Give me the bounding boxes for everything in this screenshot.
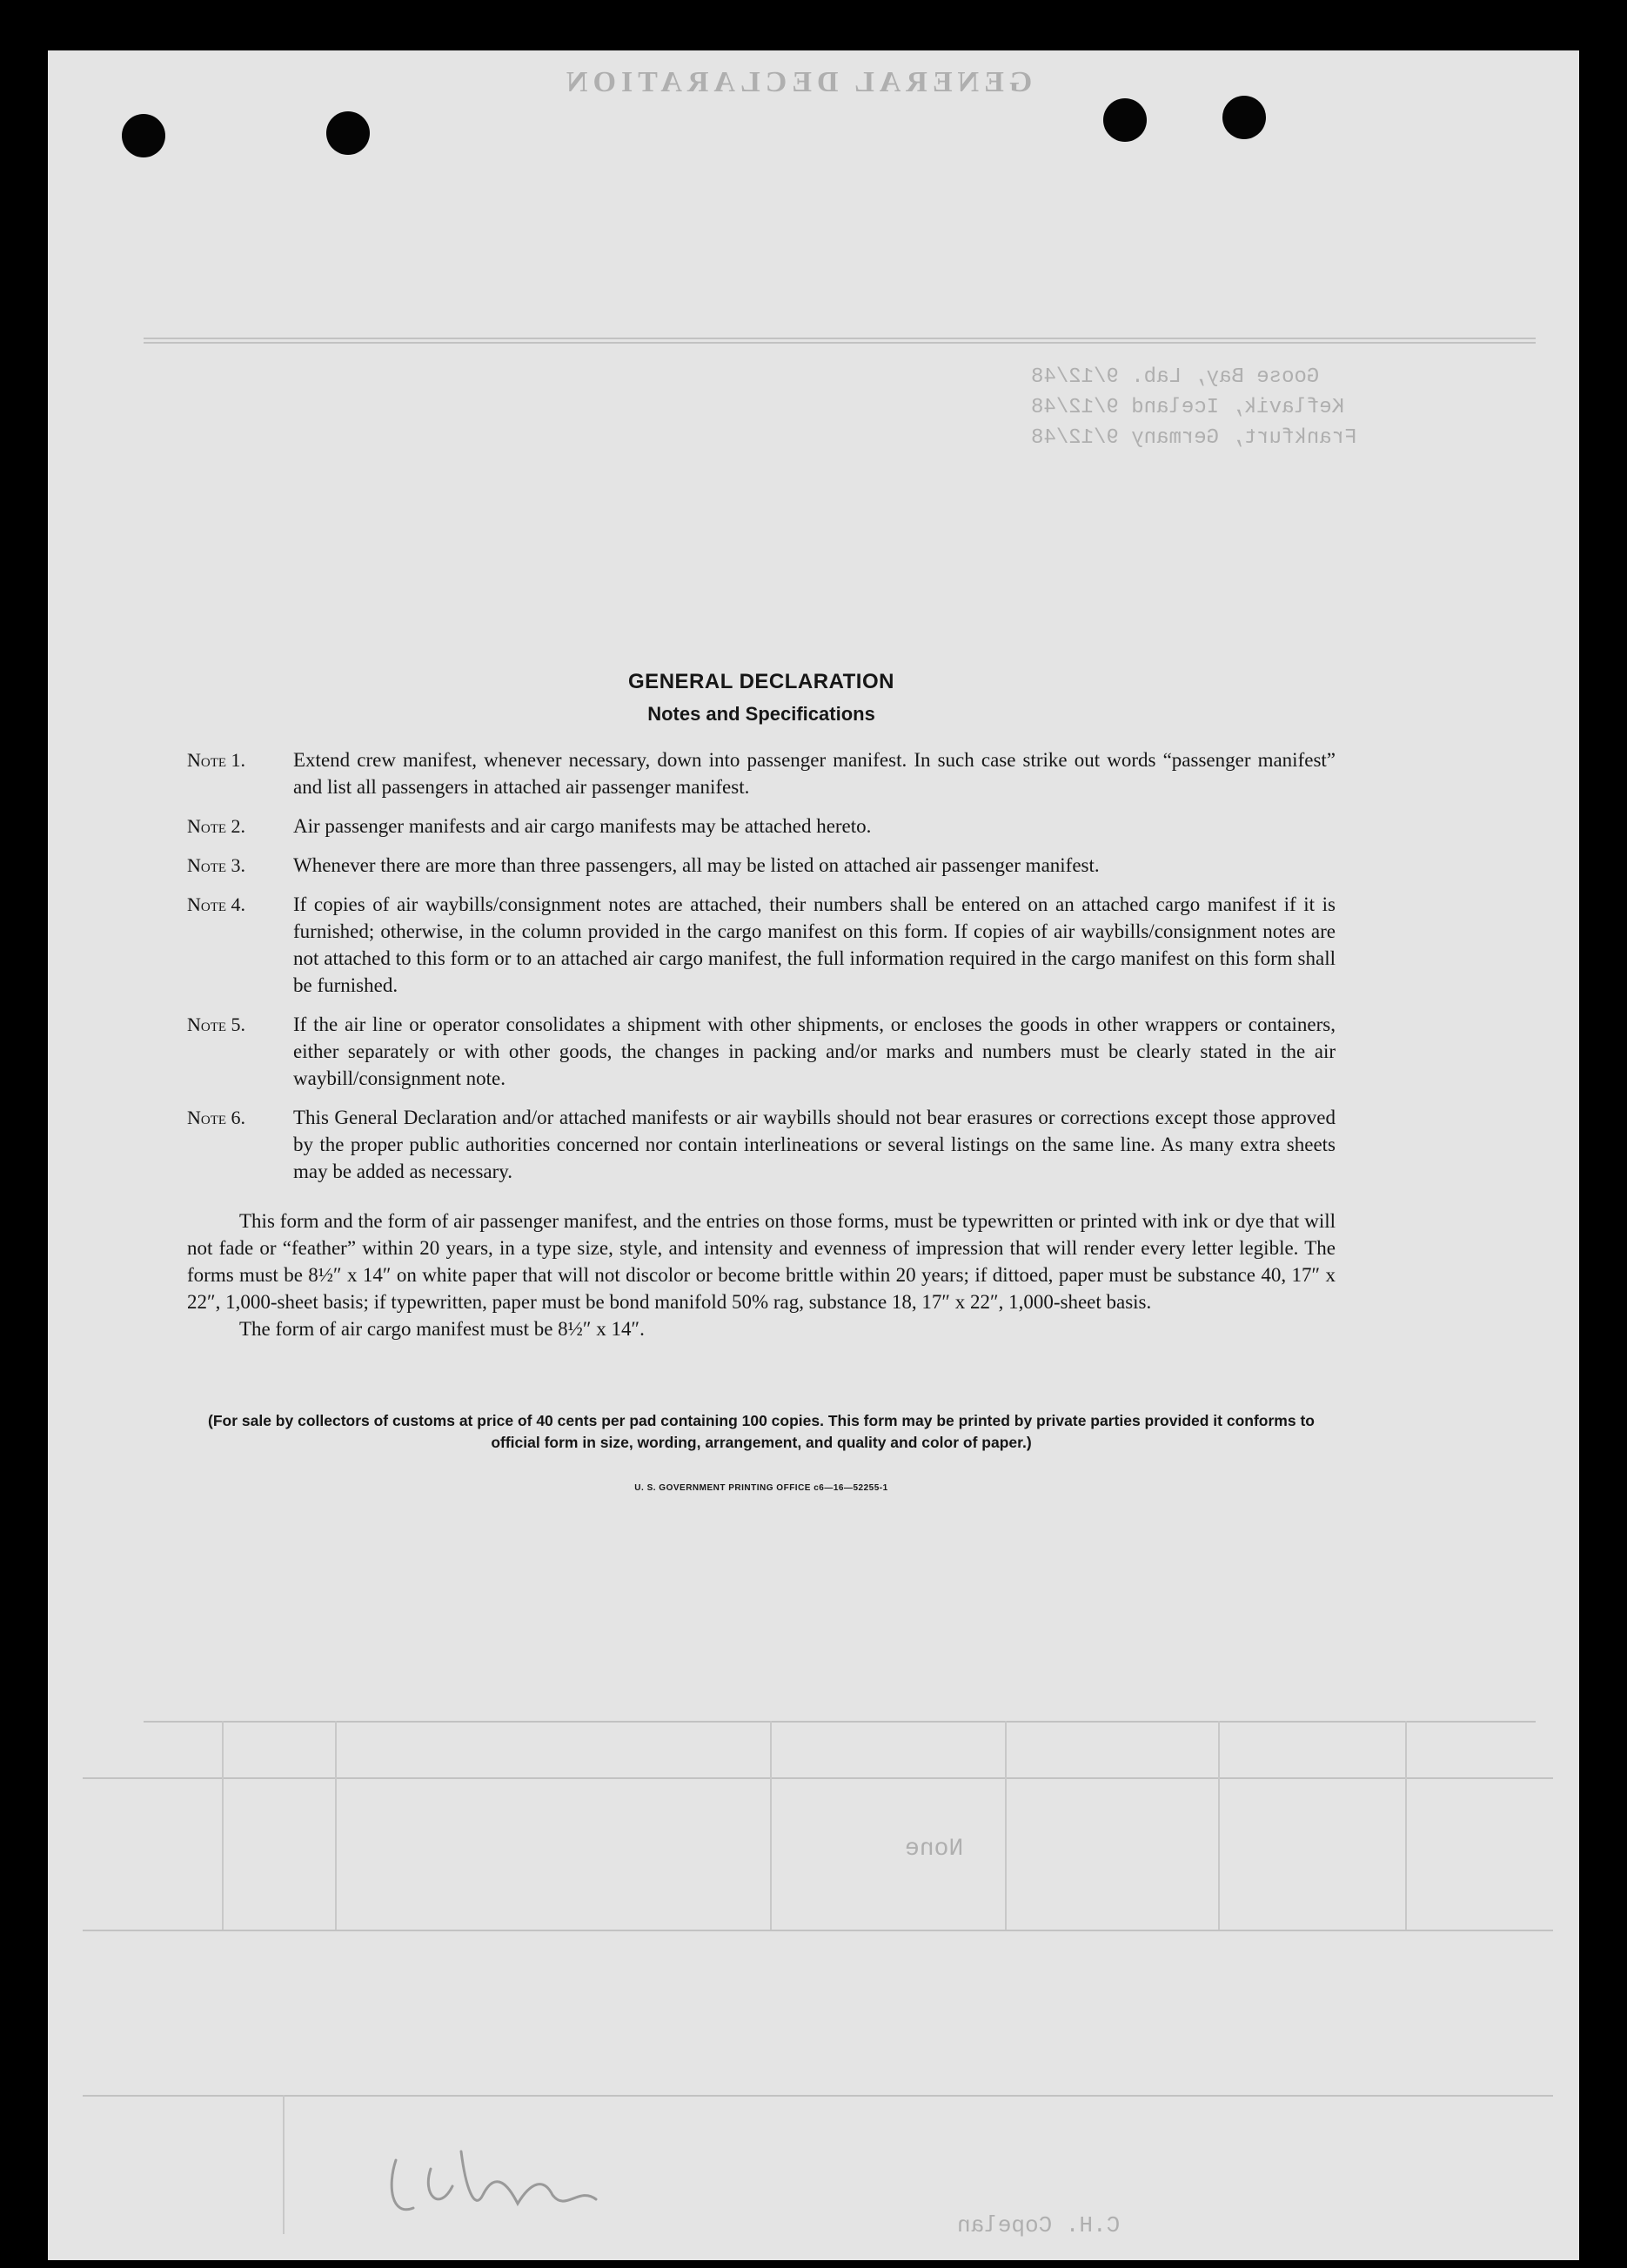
note-label: Note 6.: [187, 1107, 246, 1128]
note-4: [187, 891, 1336, 999]
declaration-notes: [187, 616, 1336, 1502]
bleed-through-place: Frankfurt, Germany 9/12/48: [1031, 426, 1357, 450]
note-text: If the air line or operator consolidates a shipment with other shipments, or encloses the goods in other wrappers or containers, either separately or with other goods, the changes in packing and/or marks and numbers must be clearly stated in the air waybill/consignment note.: [293, 1014, 1336, 1089]
punch-hole-icon: [326, 111, 370, 155]
page-title: GENERAL DECLARATION: [628, 670, 894, 693]
bleed-through-rule: [144, 338, 1536, 339]
bleed-through-rule: [1218, 1721, 1220, 1930]
punch-hole-icon: [122, 114, 165, 157]
sale-notice: (For sale by collectors of customs at price of 40 cents per pad containing 100 copies. This form may be printed by private parties provided it conforms to official form in size, wording, arrangement, and quality and color of paper.): [208, 1412, 1315, 1451]
note-text: Extend crew manifest, whenever necessary, down into passenger manifest. In such case strike out words “passenger manifest” and list all passengers in attached air passenger manifest.: [293, 749, 1336, 798]
note-text: This General Declaration and/or attached manifests or air waybills should not bear erasures or corrections except those approved by the proper public authorities concerned nor contain interlineations or several listings on the same line. As many extra sheets may be added as necessary.: [293, 1107, 1336, 1182]
punch-hole-icon: [1103, 98, 1147, 142]
bleed-through-rule: [283, 2095, 285, 2234]
note-label: Note 1.: [187, 749, 246, 771]
note-6: [187, 1104, 1336, 1185]
bleed-through-rule: [770, 1721, 772, 1930]
note-label: Note 4.: [187, 893, 246, 915]
note-label: Note 2.: [187, 815, 246, 837]
punch-hole-icon: [1222, 96, 1266, 139]
note-3: [187, 852, 1336, 879]
bleed-through-rule: [335, 1721, 337, 1930]
bleed-through-rule: [1005, 1721, 1007, 1930]
bleed-through-header: GENERAL DECLARATION: [561, 66, 1033, 98]
note-label: Note 3.: [187, 854, 246, 876]
page-subtitle: Notes and Specifications: [647, 703, 875, 725]
cargo-manifest-size-paragraph: The form of air cargo manifest must be 8½″ x 14″.: [239, 1318, 645, 1340]
bleed-through-cargo-none: None: [905, 1836, 964, 1863]
bleed-through-commander: C.H. Copelan: [957, 2212, 1121, 2238]
signature-mark-icon: [378, 2134, 605, 2230]
document-page: [48, 50, 1579, 2260]
note-text: If copies of air waybills/consignment notes are attached, their numbers shall be entered on an attached cargo manifest if it is furnished; otherwise, in the column provided in the cargo manifest on this form. If copies of air waybills/consignment notes are not attached to this form or to an attached air cargo manifest, the full information required in the cargo manifest on this form shall be furnished.: [293, 893, 1336, 996]
note-text: Air passenger manifests and air cargo manifests may be attached hereto.: [293, 815, 872, 837]
bleed-through-rule: [144, 342, 1536, 344]
bleed-through-rule: [83, 1930, 1553, 1931]
bleed-through-rule: [222, 1721, 224, 1930]
bleed-through-rule: [1405, 1721, 1407, 1930]
bleed-through-rule: [83, 1777, 1553, 1779]
note-label: Note 5.: [187, 1014, 246, 1035]
bleed-through-rule: [83, 2095, 1553, 2097]
form-requirements-paragraph: This form and the form of air passenger manifest, and the entries on those forms, must be typewritten or printed with ink or dye that will not fade or “feather” within 20 years, in a type size, style, and intensity and evenness of impression that will render every letter legible. The forms must be 8½″ x 14″ on white paper that will not discolor or become brittle within 20 years; if dittoed, paper must be substance 40, 17″ x 22″, 1,000-sheet basis; if typewritten, paper must be bond manifold 50% rag, substance 18, 17″ x 22″, 1,000-sheet basis.: [187, 1210, 1336, 1313]
note-2: [187, 813, 1336, 840]
bleed-through-rule: [144, 1721, 1536, 1723]
note-1: [187, 746, 1336, 800]
bleed-through-place: Keflavik, Iceland 9/12/48: [1031, 396, 1345, 419]
note-text: Whenever there are more than three passengers, all may be listed on attached air passenger manifest.: [293, 854, 1100, 876]
printing-office-line: U. S. GOVERNMENT PRINTING OFFICE c6—16—52255-1: [634, 1483, 888, 1493]
bleed-through-place: Goose Bay, Lab. 9/12/48: [1031, 365, 1320, 389]
note-5: [187, 1011, 1336, 1092]
